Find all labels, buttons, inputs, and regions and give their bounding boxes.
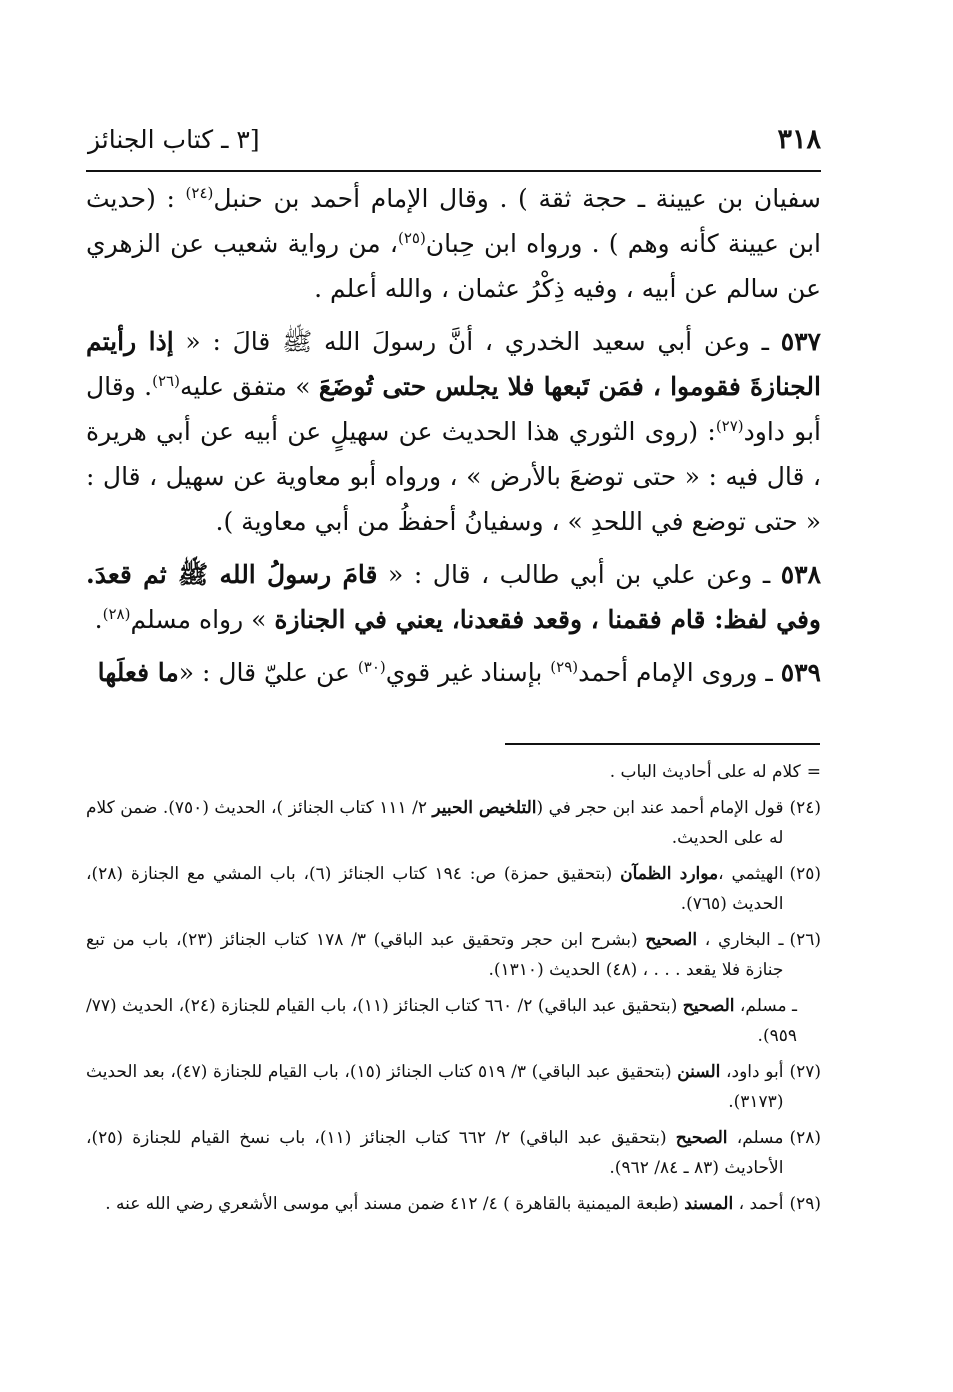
header-rule — [86, 170, 821, 172]
footnote-29 — [86, 1189, 821, 1219]
text-run: ـ وروى الإمام أحمد — [578, 658, 781, 687]
text-run: » رواه مسلم — [130, 605, 275, 634]
text-run: » متفق عليه — [179, 372, 319, 401]
text-run: ، من رواية شعيب عن الزهري عن سالم عن أبيه ، وفيه ذِكْرُ عثمان ، والله أعلم . — [86, 229, 821, 303]
footnote-26 — [86, 925, 821, 985]
hadith-number: ٥٣٨ — [780, 560, 821, 589]
footnote-text — [86, 991, 797, 1051]
hadith-text: ما فعلَها — [97, 658, 179, 687]
footnote-continuation — [86, 757, 821, 787]
chapter-title: [٣ ـ كتاب الجنائز — [88, 125, 260, 154]
footnote-indent — [803, 991, 821, 1051]
text-run: (بشرح ابن حجر وتحقيق عبد الباقي) ٣/ ١٧٨ كتاب الجنائز (٢٣)، باب من تبع جنازة فلا يقعد . . . ، (٤٨) الحديث (١٣١٠). — [86, 930, 784, 980]
footnote-text — [86, 1057, 783, 1117]
text-run: (بتحقيق عبد الباقي) ٢/ ٦٦٢ كتاب الجنائز (١١)، باب نسخ القيام للجنازة (٢٥)، الأحاديث (٨٣ ـ ٨٤/ ٩٦٢). — [86, 1128, 784, 1178]
text-run: . — [94, 605, 103, 634]
text-run: (طبعة الميمنية بالقاهرة ) ٤/ ٤١٢ ضمن مسند أبي موسى الأشعري رضي الله عنه . — [105, 1194, 685, 1214]
text-run: الهيثمي ، — [718, 864, 784, 884]
text-run: (بتحقيق عبد الباقي) ٣/ ٥١٩ كتاب الجنائز (١٥)، باب القيام للجنازة (٤٧)، بعد الحديث (٣١٧٣). — [86, 1062, 784, 1112]
hadith-text: قامَ رسولُ الله ﷺ ثم قعدَ. وفي لفظ: قام فقمنا ، وقعد فقعدنا، يعني في الجنازة — [86, 560, 821, 634]
text-run: ـ وعن علي بن أبي طالب ، قال : « — [377, 560, 781, 589]
footnote-mark: (٢٨) — [789, 1128, 821, 1148]
paragraph-continuation — [86, 176, 821, 311]
footnote-ref: (٣٠) — [357, 658, 386, 676]
source-title: التلخيص الحبير — [432, 798, 537, 818]
text-run: عن عليّ قال : « — [178, 658, 358, 687]
source-title: الصحيح — [682, 996, 735, 1016]
footnote-28 — [86, 1123, 821, 1183]
footnote-text — [86, 1189, 783, 1219]
footnote-24 — [86, 793, 821, 853]
footnote-rule — [505, 743, 820, 745]
footnote-text — [86, 925, 783, 985]
text-run: أبو داود، — [720, 1062, 784, 1082]
text-run: مسلم، — [727, 1128, 784, 1148]
text-run: قول الإمام أحمد عند ابن حجر في ( — [536, 798, 784, 818]
footnote-25 — [86, 859, 821, 919]
footnote-ref: (٢٩) — [550, 658, 579, 676]
footnote-ref: (٢٧) — [715, 417, 744, 435]
hadith-number: ٥٣٧ — [780, 327, 821, 356]
footnote-mark: (٢٥) — [789, 864, 821, 884]
footnote-mark: = — [806, 762, 821, 782]
text-run: : (حديث ابن عيينة كأنه وهم ) . ورواه ابن حِبان — [86, 184, 822, 258]
footnote-mark: (٢٩) — [789, 1194, 821, 1214]
running-header — [88, 124, 821, 155]
source-title: السنن — [677, 1062, 721, 1082]
text-run: بإسناد غير قوي — [385, 658, 551, 687]
footnote-27 — [86, 1057, 821, 1117]
text-run: سفيان بن عيينة ـ حجة ثقة ) . وقال الإمام أحمد بن حنبل — [213, 184, 821, 213]
footnote-mark: (٢٧) — [789, 1062, 821, 1082]
text-run: أحمد ، — [733, 1194, 784, 1214]
footnote-text — [86, 793, 783, 853]
footnotes — [86, 757, 821, 1225]
source-title: موارد الظمآن — [620, 864, 719, 884]
footnote-ref: (٢٨) — [102, 605, 131, 623]
text-run: ـ مسلم، — [734, 996, 797, 1016]
footnote-26-continued — [86, 991, 821, 1051]
text-run: . وقال أبو داود — [86, 372, 821, 446]
text-run: : (روى الثوري هذا الحديث عن سهيلٍ عن أبيه عن أبي هريرة ، قال فيه : « حتى توضعَ بالأرض » ، ورواه أبو معاوية عن سهيل ، قال : « حتى توضع في اللحدِ » ، وسفيانُ أحفظُ من أبي معاوية ). — [86, 417, 821, 536]
hadith-538 — [86, 552, 821, 642]
footnote-ref: (٢٤) — [185, 184, 214, 202]
footnote-ref: (٢٥) — [397, 229, 426, 247]
hadith-number: ٥٣٩ — [780, 658, 821, 687]
page-number: ٣١٨ — [777, 124, 821, 155]
hadith-text: إذا رأيتم الجنازةَ فقوموا ، فمَن تَبعها فلا يجلس حتى تُوضَعَ — [86, 327, 821, 401]
footnote-text — [86, 859, 783, 919]
source-title: المسند — [684, 1194, 734, 1214]
text-run: (بتحقيق حمزة) ص: ١٩٤ كتاب الجنائز (٦)، باب المشي مع الجنازة (٢٨)، الحديث (٧٦٥). — [86, 864, 784, 914]
footnote-mark: (٢٦) — [789, 930, 821, 950]
source-title: الصحيح — [645, 930, 698, 950]
text-run: ـ البخاري ، — [697, 930, 784, 950]
hadith-537 — [86, 319, 821, 544]
text-run: (بتحقيق عبد الباقي) ٢/ ٦٦٠ كتاب الجنائز (١١)، باب القيام للجنازة (٢٤)، الحديث (٧٧/ ٩٥٩). — [86, 996, 797, 1046]
text-run: ٢/ ١١١ كتاب الجنائز )، الحديث (٧٥٠). ضمن كلام له على الحديث. — [86, 798, 784, 848]
hadith-539 — [86, 650, 821, 695]
main-text — [86, 176, 821, 695]
footnote-ref: (٢٦) — [152, 372, 180, 390]
footnote-text: كلام له على أحاديث الباب . — [609, 762, 801, 782]
footnote-mark: (٢٤) — [789, 798, 821, 818]
footnote-text — [86, 1123, 783, 1183]
source-title: الصحيح — [675, 1128, 728, 1148]
text-run: ـ وعن أبي سعيد الخدري ، أنَّ رسولَ الله ﷺ قالَ : « — [173, 327, 781, 356]
